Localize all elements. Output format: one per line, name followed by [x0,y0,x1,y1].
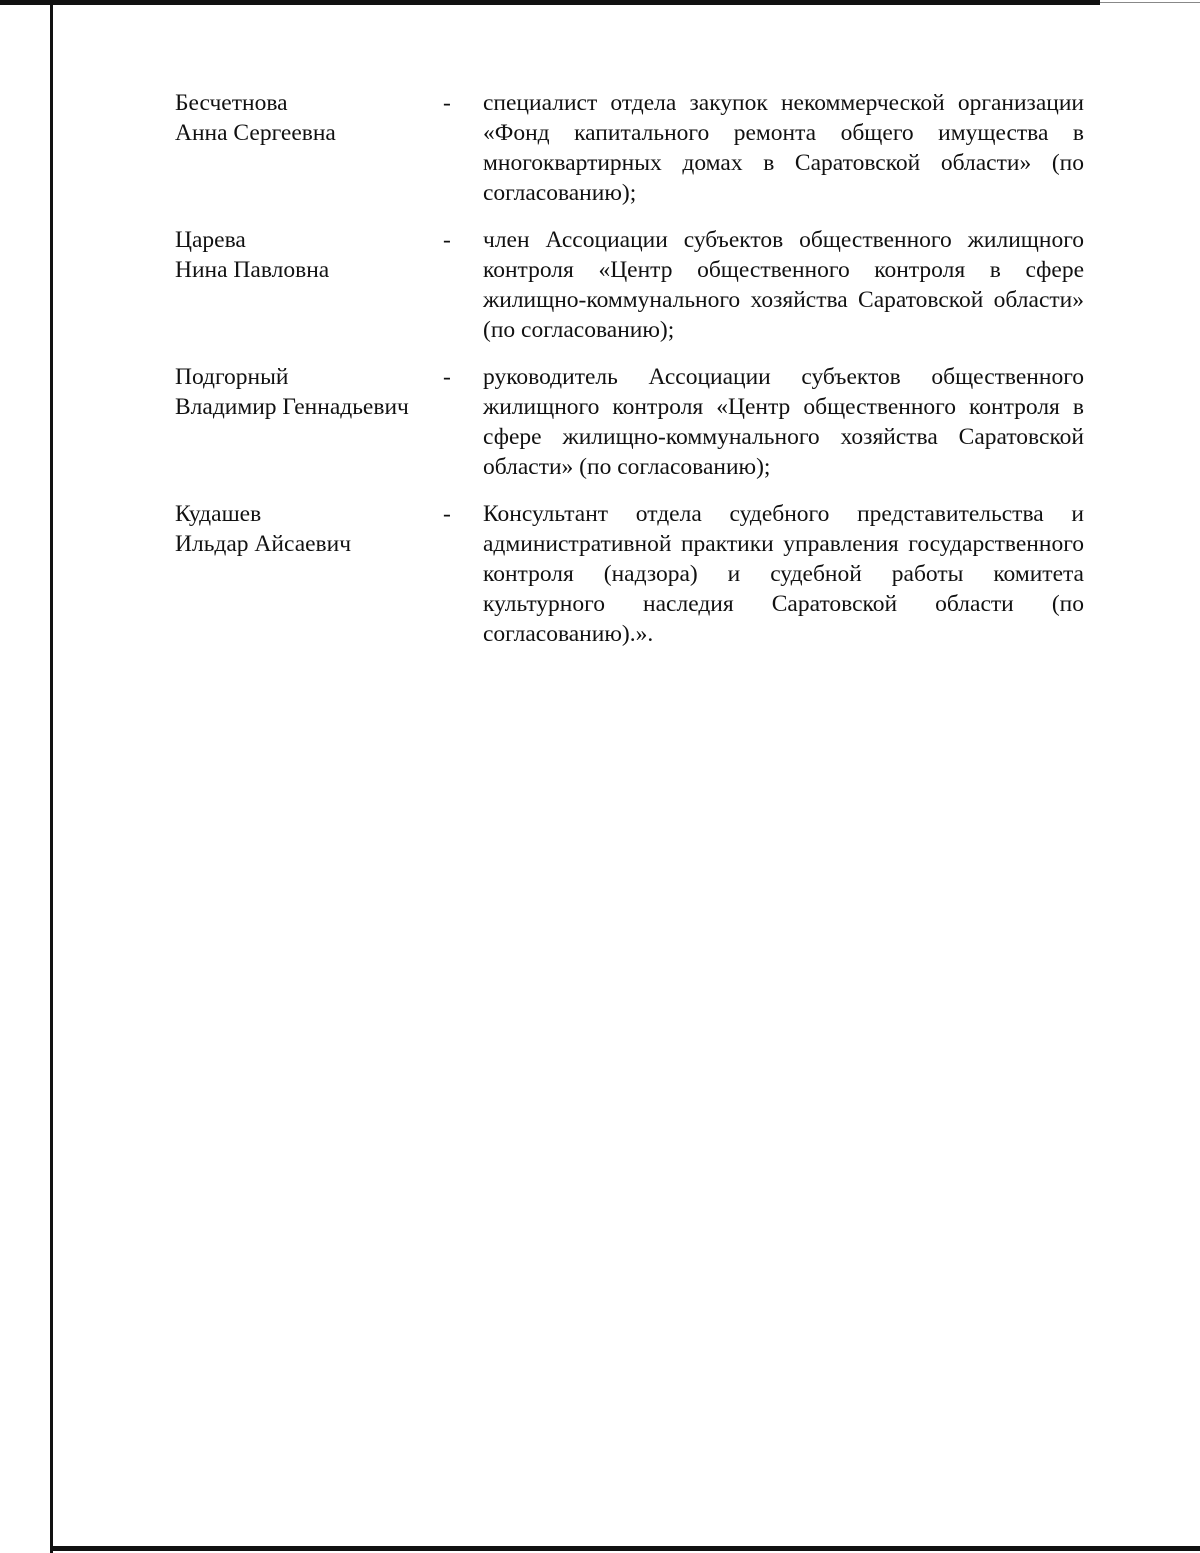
member-given-names: Анна Сергеевна [175,120,336,146]
member-role: руководитель Ассоциации субъектов общественного жилищного контроля «Центр общественного контроля в сфере жилищно-коммунального хозяйства Саратовской области» (по согласованию); [483,364,1084,480]
member-role: специалист отдела закупок некоммерческой организации «Фонд капитального ремонта общего имущества в многоквартирных домах в Саратовской области» (по согласованию); [483,90,1084,206]
member-surname: Бесчетнова [175,90,288,116]
scan-border-top [0,0,1100,5]
scan-border-left [50,0,53,1553]
member-entry [175,88,1084,208]
member-given-names: Ильдар Айсаевич [175,531,352,557]
entry-dash: - [443,227,451,253]
member-list [175,88,1084,666]
member-role: Консультант отдела судебного представительства и административной практики управления государственного контроля (надзора) и судебной работы комитета культурного наследия Саратовской области (по согласованию).». [483,501,1084,647]
member-surname: Кудашев [175,501,262,527]
member-surname: Подгорный [175,364,289,390]
entry-dash: - [443,364,451,390]
entry-dash: - [443,90,451,116]
member-entry [175,225,1084,345]
member-name [175,499,443,559]
scan-border-bottom [50,1546,1200,1551]
member-name [175,88,443,148]
member-given-names: Владимир Геннадьевич [175,394,409,420]
entry-dash: - [443,501,451,527]
member-role: член Ассоциации субъектов общественного жилищного контроля «Центр общественного контроля в сфере жилищно-коммунального хозяйства Саратовской области» (по согласованию); [483,227,1084,343]
member-entry [175,362,1084,482]
member-given-names: Нина Павловна [175,257,330,283]
member-name [175,225,443,285]
member-entry [175,499,1084,649]
member-surname: Царева [175,227,246,253]
scan-border-top-tail [1100,2,1200,3]
member-name [175,362,443,422]
